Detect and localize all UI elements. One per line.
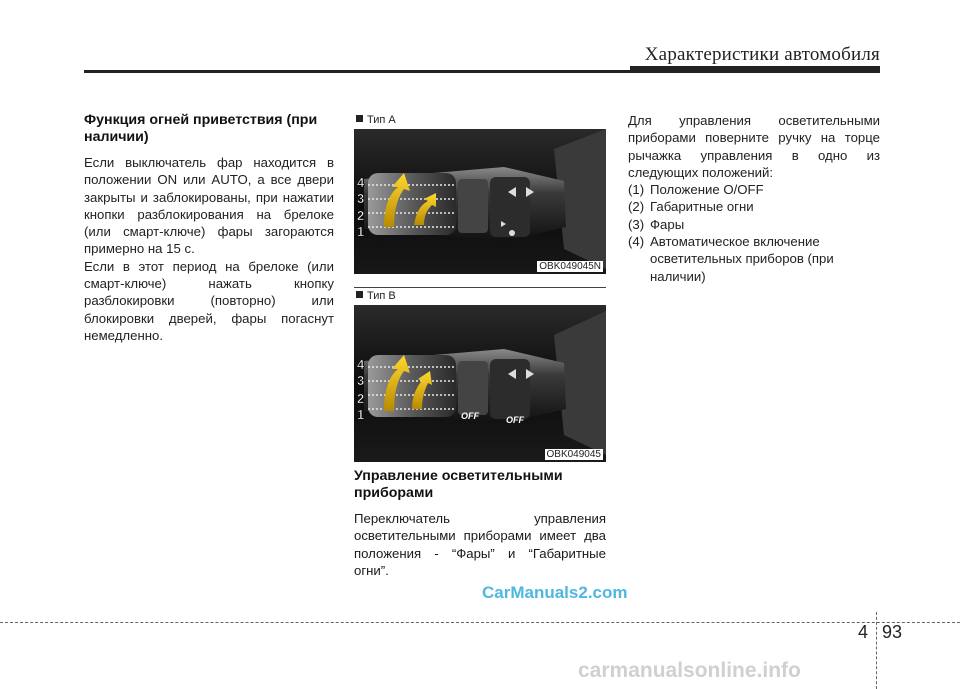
position-number: 2 — [357, 208, 365, 223]
list-item: (2) Габаритные огни — [628, 199, 754, 215]
figure-code: OBK049045 — [546, 449, 601, 460]
position-number: 4 — [357, 357, 365, 372]
figure-type-a — [354, 112, 606, 274]
watermark-link[interactable]: CarManuals2.com — [482, 583, 628, 602]
list-item: (1) Положение O/OFF — [628, 182, 764, 198]
footer-separator — [876, 612, 877, 689]
off-label: OFF — [461, 411, 479, 421]
figure-type-b — [354, 288, 606, 462]
figure-caption: Тип А — [354, 112, 606, 129]
section-heading: Управление осветительными приборами — [354, 468, 563, 501]
position-number: 1 — [357, 407, 365, 422]
position-number: 3 — [357, 373, 365, 388]
light-switch-illustration — [354, 129, 606, 274]
stalk-image — [354, 129, 606, 274]
footer-divider — [0, 622, 960, 623]
site-watermark: carmanualsonline.info — [578, 659, 801, 682]
position-number: 2 — [357, 391, 365, 406]
welcome-light-section — [84, 112, 334, 344]
off-label: OFF — [506, 415, 524, 425]
figure-code: OBK049045N — [539, 261, 601, 272]
bullet-square-icon — [356, 291, 363, 298]
paragraph: Если выключатель фар находится в положении ON или AUTO, а все двери закрыты и заблокированы, при нажатии кнопки разблокирования на брелоке (или смарт-ключе) фары загораются примерно на 15 с. — [84, 155, 334, 257]
paragraph: Для управления осветительными приборами поверните ручку на торце рычажка управления в одно из следующих положений: — [628, 113, 880, 180]
light-switch-illustration — [354, 305, 606, 462]
paragraph: Переключатель управления осветительными приборами имеет два положения - “Фары” и “Габаритные огни”. — [354, 511, 606, 578]
position-number: 3 — [357, 191, 365, 206]
header-title: Характеристики автомобиля — [644, 44, 880, 65]
bullet-square-icon — [356, 115, 363, 122]
header-rule-thick — [630, 66, 880, 73]
header-rule — [84, 70, 630, 73]
list-item: (4) Автоматическое включение осветительных приборов (при наличии) — [628, 234, 834, 284]
position-number: 4 — [357, 175, 365, 190]
position-number: 1 — [357, 224, 365, 239]
paragraph: Если в этот период на брелоке (или смарт-ключе) нажать кнопку разблокировки (повторно) или блокировки дверей, фары погаснут немедленно. — [84, 258, 334, 343]
lighting-control-section — [354, 468, 606, 579]
page-number: 93 — [882, 622, 903, 642]
figure-caption: Тип В — [354, 288, 606, 305]
stalk-image — [354, 305, 606, 462]
chapter-number: 4 — [858, 622, 869, 642]
section-heading: Функция огней приветствия (при наличии) — [84, 112, 318, 145]
list-item: (3) Фары — [628, 216, 685, 232]
positions-section — [628, 112, 880, 285]
